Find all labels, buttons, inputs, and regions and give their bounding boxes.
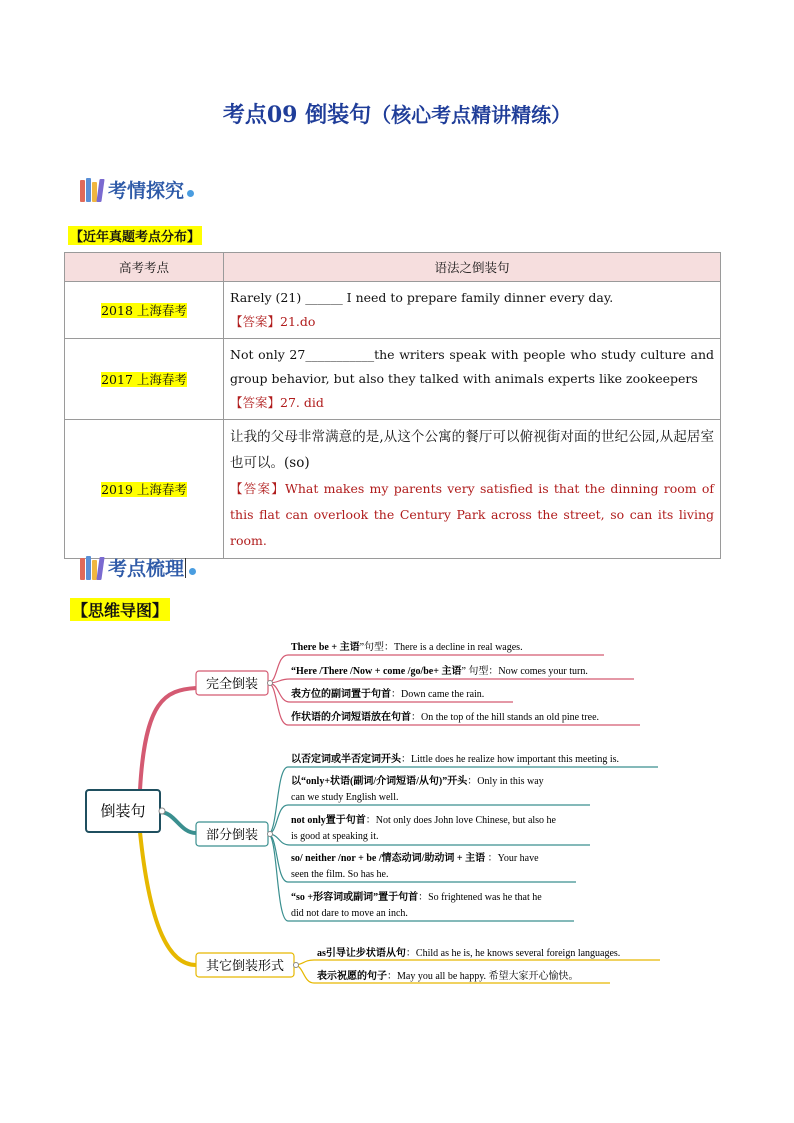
subtitle-mindmap: 【思维导图】 <box>70 598 170 621</box>
table-header: 高考考点 <box>65 253 224 282</box>
question-text: Rarely (21) ______ I need to prepare family dinner every day. <box>230 290 614 305</box>
answer-text: 【答案】What makes my parents very satisfied is that the dinning room of this flat can overlook the Century Park across the street, so can its living room. <box>230 481 714 548</box>
exam-year: 2019 上海春考 <box>101 482 187 497</box>
mindmap-item: 以“only+状语(副词/介词短语/从句)”开头：Only in this way <box>291 776 544 787</box>
subtitle-exam-distribution: 【近年真题考点分布】 <box>68 226 202 245</box>
exam-year: 2018 上海春考 <box>101 303 187 318</box>
mindmap-item-cont: did not dare to move an inch. <box>291 908 408 919</box>
root-label: 倒装句 <box>100 802 146 820</box>
mindmap-item: “Here /There /Now + come /go/be+ 主语” 句型：Now comes your turn. <box>291 666 588 677</box>
mindmap-item: 作状语的介词短语放在句首：On the top of the hill stands an old pine tree. <box>291 712 600 723</box>
question-text: 让我的父母非常满意的是,从这个公寓的餐厅可以俯视街对面的世纪公园,从起居室也可以。(so) <box>230 429 714 471</box>
mindmap-item: not only置于句首：Not only does John love Chinese, but also he <box>291 815 556 826</box>
mindmap-item: as引导让步状语从句：Child as he is, he knows several foreign languages. <box>317 948 621 959</box>
branch-label: 部分倒装 <box>205 828 259 843</box>
section-title: 考情探究 <box>108 180 185 202</box>
question-text: Not only 27___________the writers speak with people who study culture and group behavior, but also they talked with animals experts like zookeepers <box>230 347 714 386</box>
mindmap-item-cont: can we study English well. <box>291 792 399 803</box>
title-sub: （核心考点精讲精练） <box>371 103 572 127</box>
mindmap-item: 表方位的副词置于句首：Down came the rain. <box>291 689 485 700</box>
mindmap-item: There be + 主语”句型：There is a decline in real wages. <box>291 642 523 653</box>
section-title: 考点梳理 <box>108 558 185 580</box>
title-main: 考点09 倒装句 <box>222 102 372 128</box>
table-header: 语法之倒装句 <box>224 253 721 282</box>
answer-text: 【答案】21.do <box>230 314 316 329</box>
mindmap-item: “so +形容词或副词”置于句首：So frightened was he that he <box>291 892 542 903</box>
branch-label: 完全倒装 <box>205 677 259 692</box>
connector-complete <box>140 688 196 790</box>
mindmap-item-cont: seen the film. So has he. <box>291 869 389 880</box>
mindmap-item: 表示祝愿的句子：May you all be happy. 希望大家开心愉快。 <box>317 971 579 982</box>
mindmap-item-cont: is good at speaking it. <box>291 831 379 842</box>
mindmap-item: 以否定词或半否定词开头：Little does he realize how important this meeting is. <box>291 754 620 765</box>
branch-label: 其它倒装形式 <box>205 959 285 974</box>
connector-other <box>140 832 196 965</box>
exam-year: 2017 上海春考 <box>101 372 187 387</box>
connector-partial <box>160 812 196 833</box>
mindmap-item: so/ neither /nor + be /情态动词/助动词 + 主语 ：Your have <box>291 853 539 864</box>
answer-text: 【答案】27. did <box>230 395 324 410</box>
